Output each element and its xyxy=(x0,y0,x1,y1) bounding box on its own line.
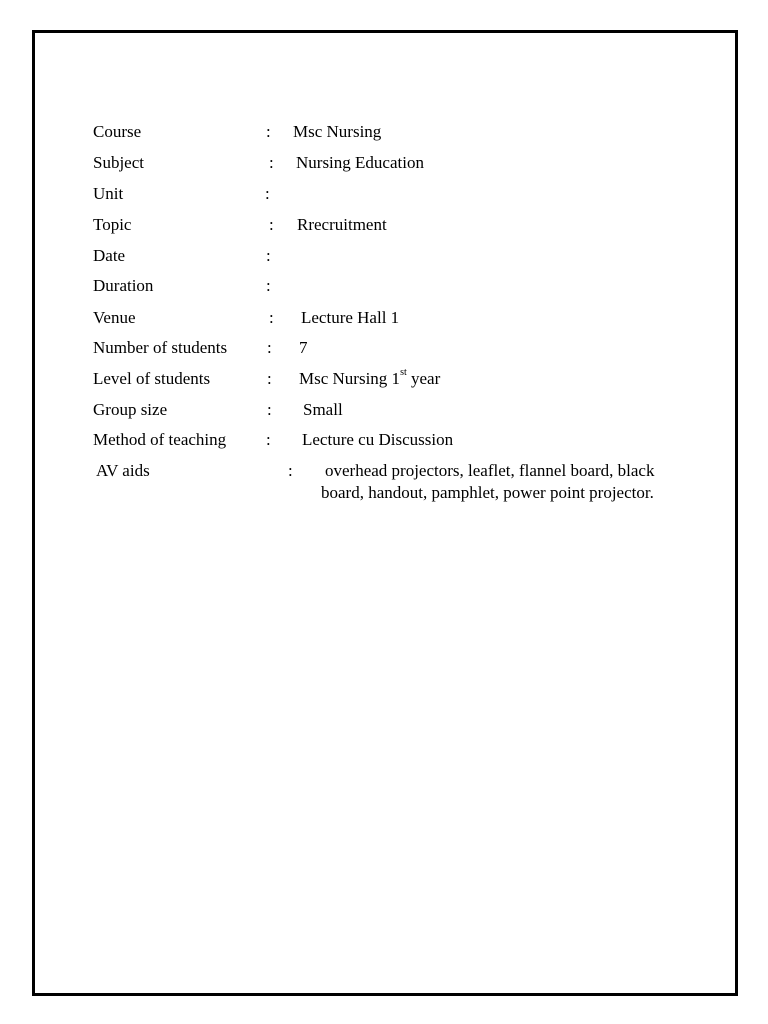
label-group-size: Group size xyxy=(93,400,168,419)
value-subject: Nursing Education xyxy=(296,153,424,172)
colon-course: : xyxy=(266,122,271,141)
value-method-of-teaching: Lecture cu Discussion xyxy=(302,430,454,449)
colon-topic: : xyxy=(269,215,274,234)
colon-date: : xyxy=(266,246,271,265)
value-level-of-students xyxy=(299,369,440,389)
value-av-aids-line1: overhead projectors, leaflet, flannel board, black xyxy=(325,461,655,480)
label-subject: Subject xyxy=(93,153,144,172)
label-topic: Topic xyxy=(93,215,132,234)
colon-level-of-students: : xyxy=(267,369,272,388)
colon-unit: : xyxy=(265,184,270,203)
colon-method-of-teaching: : xyxy=(266,430,271,449)
colon-number-of-students: : xyxy=(267,338,272,357)
label-method-of-teaching: Method of teaching xyxy=(93,430,227,449)
value-course: Msc Nursing xyxy=(293,122,382,141)
label-course: Course xyxy=(93,122,142,141)
value-venue: Lecture Hall 1 xyxy=(301,308,400,327)
label-av-aids: AV aids xyxy=(96,461,150,480)
label-unit: Unit xyxy=(93,184,124,203)
value-level-pre: Msc Nursing 1 xyxy=(299,369,401,388)
label-date: Date xyxy=(93,246,126,265)
label-level-of-students: Level of students xyxy=(93,369,211,388)
value-level-sup: st xyxy=(400,367,407,379)
value-av-aids-line2: board, handout, pamphlet, power point projector. xyxy=(321,483,654,502)
colon-group-size: : xyxy=(267,400,272,419)
colon-av-aids: : xyxy=(288,461,293,480)
value-level-post: year xyxy=(406,369,441,388)
value-group-size: Small xyxy=(303,400,343,419)
page-border xyxy=(32,30,738,996)
label-duration: Duration xyxy=(93,276,154,295)
colon-subject: : xyxy=(269,153,274,172)
value-number-of-students: 7 xyxy=(299,338,308,357)
colon-duration: : xyxy=(266,276,271,295)
label-venue: Venue xyxy=(93,308,136,327)
value-topic: Rrecruitment xyxy=(297,215,387,234)
label-number-of-students: Number of students xyxy=(93,338,228,357)
colon-venue: : xyxy=(269,308,274,327)
